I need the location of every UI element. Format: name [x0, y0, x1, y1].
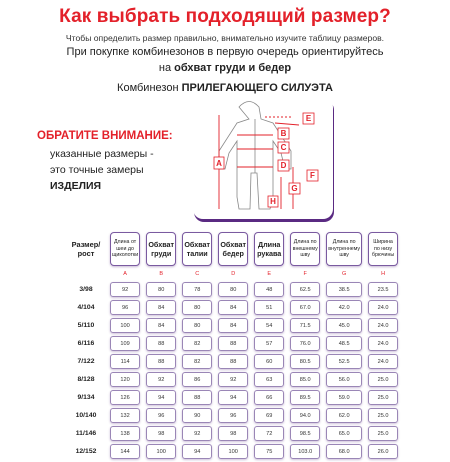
table-cell: 68.0 — [326, 444, 362, 459]
size-label: 4/104 — [77, 304, 95, 311]
table-cell: 94 — [182, 444, 212, 459]
column-header: Длина рукава — [254, 232, 284, 266]
notice-line-1: указанные размеры - — [50, 148, 154, 160]
table-cell: 24.0 — [368, 300, 398, 315]
size-label: 12/152 — [75, 448, 97, 455]
label-d: D — [280, 161, 287, 170]
table-cell: 82 — [182, 354, 212, 369]
size-label: 11/146 — [75, 430, 97, 437]
notice-title: ОБРАТИТЕ ВНИМАНИЕ: — [37, 130, 173, 142]
table-cell: 88 — [146, 336, 176, 351]
column-letter: G — [341, 271, 347, 277]
jumpsuit-outline — [219, 102, 291, 210]
table-cell: 98.5 — [290, 426, 320, 441]
notice-line-2: это точные замеры — [50, 164, 144, 176]
table-cell: 62.5 — [290, 282, 320, 297]
column-header: Обхват бедер — [218, 232, 248, 266]
table-row — [68, 444, 398, 459]
label-h: H — [270, 197, 276, 206]
table-cell: 96 — [110, 300, 140, 315]
column-header: Длина по внутреннему шву — [326, 232, 362, 266]
size-label: 5/110 — [77, 322, 95, 329]
table-cell: 24.0 — [368, 336, 398, 351]
size-label: 8/128 — [77, 376, 95, 383]
page-title: Как выбрать подходящий размер? — [59, 6, 391, 27]
silhouette-bold: ПРИЛЕГАЮЩЕГО СИЛУЭТА — [181, 82, 333, 94]
silhouette-prefix: Комбинезон — [117, 82, 182, 94]
table-cell: 109 — [110, 336, 140, 351]
label-f: F — [310, 171, 315, 180]
table-row — [68, 300, 398, 315]
table-cell: 114 — [110, 354, 140, 369]
table-cell: 25.0 — [368, 372, 398, 387]
table-cell: 62.0 — [326, 408, 362, 423]
column-header: Ширина по низу брючины — [368, 232, 398, 266]
instruction-line-2-bold: обхват груди и бедер — [174, 62, 292, 74]
column-letter — [68, 269, 104, 279]
table-cell: 100 — [218, 444, 248, 459]
table-cell: 72 — [254, 426, 284, 441]
table-cell: 92 — [146, 372, 176, 387]
size-label: 10/140 — [75, 412, 97, 419]
column-header: Обхват талии — [182, 232, 212, 266]
silhouette-line — [0, 82, 450, 94]
label-a: A — [216, 159, 222, 168]
table-cell: 88 — [218, 354, 248, 369]
table-cell: 86 — [182, 372, 212, 387]
table-cell: 85.0 — [290, 372, 320, 387]
table-cell: 92 — [218, 372, 248, 387]
table-cell: 84 — [146, 318, 176, 333]
column-letter: E — [267, 271, 272, 277]
table-cell: 75 — [254, 444, 284, 459]
column-header: Обхват груди — [146, 232, 176, 266]
table-cell: 57 — [254, 336, 284, 351]
table-cell: 25.0 — [368, 408, 398, 423]
size-table-body — [68, 282, 398, 459]
table-cell: 26.0 — [368, 444, 398, 459]
size-table — [62, 229, 404, 462]
table-cell: 76.0 — [290, 336, 320, 351]
table-cell: 71.5 — [290, 318, 320, 333]
table-cell: 38.5 — [326, 282, 362, 297]
table-cell: 59.0 — [326, 390, 362, 405]
table-cell: 89.5 — [290, 390, 320, 405]
instruction-line-2 — [0, 62, 450, 74]
table-cell: 67.0 — [290, 300, 320, 315]
size-label: 7/122 — [77, 358, 95, 365]
table-cell: 84 — [218, 300, 248, 315]
table-cell: 60 — [254, 354, 284, 369]
table-cell: 23.5 — [368, 282, 398, 297]
column-letter: H — [381, 271, 386, 277]
table-cell: 54 — [254, 318, 284, 333]
subtitle: Чтобы определить размер правильно, внимательно изучите таблицу размеров. — [65, 33, 385, 43]
table-cell: 90 — [182, 408, 212, 423]
table-cell: 94 — [146, 390, 176, 405]
table-cell: 84 — [218, 318, 248, 333]
column-letter: B — [159, 271, 164, 277]
table-cell: 48 — [254, 282, 284, 297]
table-cell: 94.0 — [290, 408, 320, 423]
table-row — [68, 372, 398, 387]
table-cell: 94 — [218, 390, 248, 405]
column-header: Длина по внешнему шву — [290, 232, 320, 266]
size-label: 6/116 — [77, 340, 95, 347]
table-cell: 24.0 — [368, 318, 398, 333]
table-cell: 24.0 — [368, 354, 398, 369]
table-cell: 78 — [182, 282, 212, 297]
table-cell: 100 — [110, 318, 140, 333]
table-cell: 66 — [254, 390, 284, 405]
table-header-row — [68, 232, 398, 266]
instruction-line-1: При покупке комбинезонов в первую очередь ориентируйтесь — [66, 46, 384, 58]
table-cell: 144 — [110, 444, 140, 459]
table-cell: 52.5 — [326, 354, 362, 369]
table-cell: 126 — [110, 390, 140, 405]
table-cell: 56.0 — [326, 372, 362, 387]
column-letter: F — [303, 271, 307, 277]
table-cell: 88 — [218, 336, 248, 351]
table-cell: 82 — [182, 336, 212, 351]
table-cell: 88 — [146, 354, 176, 369]
column-letter: C — [195, 271, 200, 277]
table-row — [68, 390, 398, 405]
label-b: B — [280, 129, 287, 138]
measurement-labels — [214, 113, 318, 207]
table-letter-row — [68, 269, 398, 279]
table-cell: 65.0 — [326, 426, 362, 441]
table-cell: 80 — [182, 318, 212, 333]
table-row — [68, 408, 398, 423]
table-cell: 88 — [182, 390, 212, 405]
table-cell: 96 — [146, 408, 176, 423]
table-cell: 80.5 — [290, 354, 320, 369]
table-cell: 45.0 — [326, 318, 362, 333]
label-g: G — [291, 184, 298, 193]
column-letter: A — [123, 271, 127, 277]
label-c: C — [280, 143, 287, 152]
table-row — [68, 282, 398, 297]
table-cell: 92 — [182, 426, 212, 441]
table-cell: 25.0 — [368, 426, 398, 441]
table-row — [68, 354, 398, 369]
table-cell: 69 — [254, 408, 284, 423]
table-row — [68, 318, 398, 333]
notice-line-3: ИЗДЕЛИЯ — [50, 180, 102, 192]
table-cell: 103.0 — [290, 444, 320, 459]
instruction-line-2-prefix: на — [158, 62, 175, 74]
jumpsuit-diagram — [195, 97, 335, 217]
size-label: 9/134 — [77, 394, 95, 401]
table-cell: 84 — [146, 300, 176, 315]
table-cell: 98 — [218, 426, 248, 441]
table-row — [68, 336, 398, 351]
label-e: E — [305, 114, 312, 123]
table-cell: 120 — [110, 372, 140, 387]
table-cell: 25.0 — [368, 390, 398, 405]
size-label: 3/98 — [79, 286, 93, 293]
column-header: Длина от шеи до щиколотки — [110, 232, 140, 266]
table-cell: 63 — [254, 372, 284, 387]
table-cell: 80 — [182, 300, 212, 315]
table-cell: 96 — [218, 408, 248, 423]
table-cell: 138 — [110, 426, 140, 441]
table-cell: 98 — [146, 426, 176, 441]
table-cell: 42.0 — [326, 300, 362, 315]
table-cell: 48.5 — [326, 336, 362, 351]
table-cell: 80 — [146, 282, 176, 297]
table-cell: 100 — [146, 444, 176, 459]
table-cell: 51 — [254, 300, 284, 315]
table-row — [68, 426, 398, 441]
column-letter: D — [231, 271, 236, 277]
table-cell: 92 — [110, 282, 140, 297]
column-header: Размер/ рост — [68, 232, 104, 266]
table-cell: 80 — [218, 282, 248, 297]
table-cell: 132 — [110, 408, 140, 423]
